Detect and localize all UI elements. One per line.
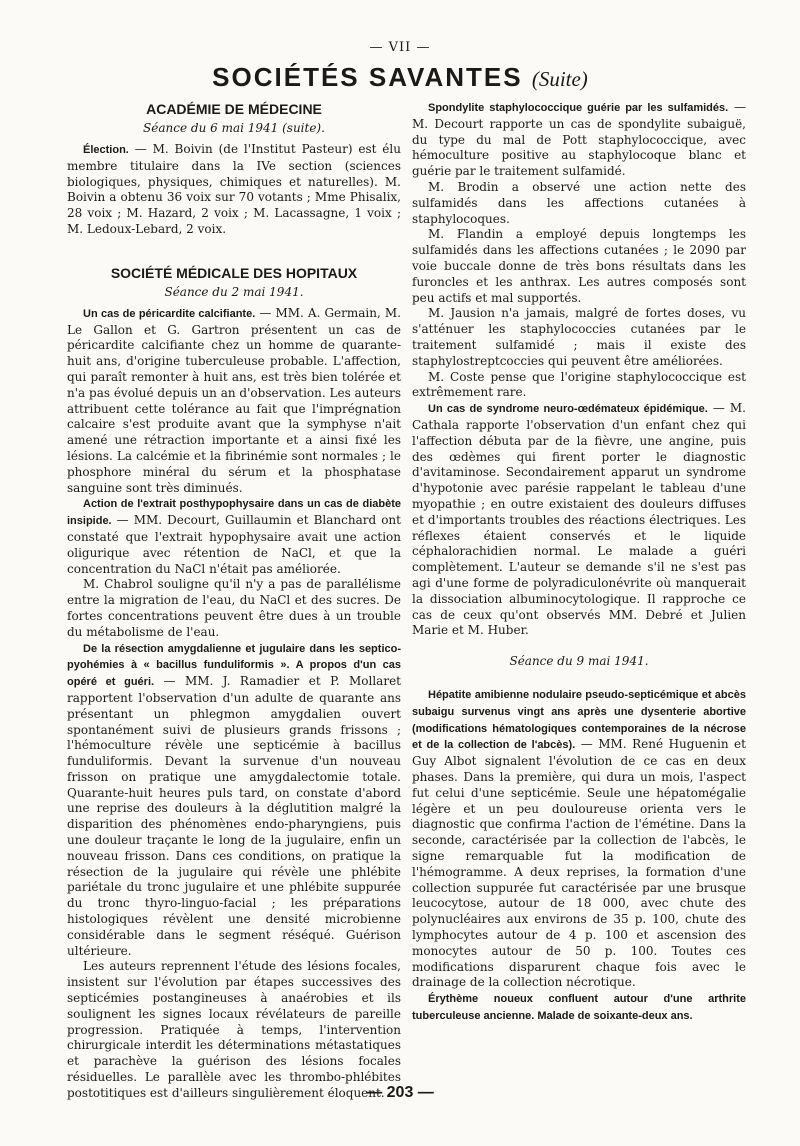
item-neuro-oedemateux-head: Un cas de syndrome neuro-œdémateux épidémique. — [428, 403, 708, 416]
item-hepatite-head: Hépatite amibienne nodulaire pseudo-septicémique et abcès subaigu survenus vingt ans après une dysenterie abortive (modifications hématologiques contemporaines de la nécrose et de la collection de l'abcès). — [412, 689, 746, 752]
right-column — [412, 100, 746, 1025]
item-amygdale — [67, 641, 401, 960]
item-spondylite-jausion: M. Jausion n'a jamais, malgré de fortes doses, vu s'atténuer les staphylococcies cutanées par le traitement sulfamidé ; mais il existe des staphylostreptcoccies qui peuvent être améliorées. — [412, 306, 746, 368]
item-neuro-oedemateux — [412, 401, 746, 639]
item-hypophyse-chabrol: M. Chabrol souligne qu'il n'y a pas de parallélisme entre la migration de l'eau, du NaCl et des sucres. De fortes concentrations peuvent être dues à un trouble du métabolisme de l'eau. — [67, 577, 401, 639]
academie-title: ACADÉMIE DE MÉDECINE — [146, 101, 322, 117]
item-pericardite-text: — MM. A. Germain, M. Le Gallon et G. Gartron présentent un cas de péricardite calcifiante chez un homme de quarante-huit ans, d'origine tuberculeuse probable. L'affection, qui paraît remonter à huit ans, est très bien tolérée et n'a pas évolué depuis un an d'observation. Les auteurs attribuent cette tolérance au fait que l'imprégnation calcaire s'est produite avant que la symphyse n'ait amené une rétraction importante et a ainsi fixé les lésions. La calcémie et la fibrinémie sont normales ; le phosphore minéral du sérum et la phosphatase sanguine sont très diminués. — [67, 305, 401, 495]
page-title — [0, 62, 800, 93]
item-spondylite-text: — M. Decourt rapporte un cas de spondylite subaiguë, du type du mal de Pott staphylococcique, avec hémoculture positive au staphylocoque blanc et guérie par le traitement sulfamidé. — [412, 100, 746, 179]
smh-seance-1: Séance du 2 mai 1941. — [164, 284, 304, 299]
item-pericardite — [67, 306, 401, 497]
item-spondylite-head: Spondylite staphylococcique guérie par les sulfamidés. — [428, 102, 729, 114]
item-spondylite-flandin: M. Flandin a employé depuis longtemps les sulfamidés dans les affections cutanées ; le 2090 par voie buccale donne de très bons résultats dans les furoncles et les anthrax. Les autres composés sont peu actifs et mal supportés. — [412, 227, 746, 305]
item-hepatite — [412, 687, 746, 991]
smh-title: SOCIÉTÉ MÉDICALE DES HOPITAUX — [110, 264, 358, 281]
item-spondylite — [412, 100, 746, 180]
academie-seance: Séance du 6 mai 1941 (suite). — [143, 121, 325, 135]
page-number: — 203 — — [366, 1084, 434, 1101]
title-suite: (Suite) — [531, 67, 588, 91]
item-hypophyse — [67, 496, 401, 577]
left-column — [67, 100, 401, 1102]
item-erytheme — [412, 991, 746, 1025]
title-text: SOCIÉTÉS SAVANTES — [212, 62, 523, 92]
item-amygdale-head: De la résection amygdalienne et jugulaire dans les septico-pyohémies à « bacillus funduliformis ». A propos d'un cas opéré et guéri. — [67, 642, 401, 689]
election-paragraph — [67, 142, 401, 238]
item-amygdale-conclusion: Les auteurs reprennent l'étude des lésions focales, insistent sur l'évolution par étapes successives des septicémies postangineuses à anaérobies et ils soulignent les signes locaux révélateurs de pareille progression. Pratiquée à temps, l'intervention chirurgicale interdit les déterminations métastatiques et parachève la guérison des lésions focales résiduelles. Le parallèle avec les thrombo-phlébites postotitiques est d'ailleurs singulièrement éloquent. — [67, 959, 401, 1100]
election-text: — M. Boivin (de l'Institut Pasteur) est élu membre titulaire dans la IVe section (sciences biologiques, physiques, chimiques et naturelles). M. Boivin a obtenu 36 voix sur 70 votants ; Mme Phisalix, 28 voix ; M. Hazard, 2 voix ; M. Lacassagne, 1 voix ; M. Ledoux-Lebard, 2 voix. — [67, 142, 401, 236]
item-spondylite-coste: M. Coste pense que l'origine staphylococcique est extrêmement rare. — [412, 369, 746, 400]
election-head: Élection. — [83, 144, 129, 156]
folio-roman: — VII — — [369, 40, 431, 55]
item-hypophyse-text: — MM. Decourt, Guillaumin et Blanchard ont constaté que l'extrait hypophysaire avait une action oligurique avec rétention de NaCl, et que la concentration du NaCl n'était pas améliorée. — [67, 513, 401, 576]
item-amygdale-text: — MM. J. Ramadier et P. Mollaret rapportent l'observation d'un adulte de quarante ans présentant un phlegmon amygdalien ouvert spontanément suivi de plusieurs grands frissons ; l'hémoculture révèle une septicémie à bacillus funduliformis. Devant la survenue d'un nouveau frisson on pratique une amygdalectomie totale. Quarante-huit heures puls tard, on constate d'abord une reprise des douleurs à la déglutition malgré la disparition des phénomènes endo-pharyngiens, puis une douleur traçante le long de la jugulaire, enfin un nouveau frisson. Dans ces conditions, on pratique la résection de la jugulaire qui révèle une phlébite pariétale du tronc jugulaire et une phlébite suppurée du tronc thyro-linguo-facial ; les préparations histologiques révèlent une densité microbienne considérable dans le segment réséqué. Guérison ultérieure. — [67, 674, 401, 958]
item-spondylite-brodin: M. Brodin a observé une action nette des sulfamidés dans les affections cutanées à staphylocoques. — [412, 179, 746, 226]
smh-seance-2: Séance du 9 mai 1941. — [509, 654, 649, 669]
item-hypophyse-head: Action de l'extrait posthypophysaire dans un cas de diabète insipide. — [67, 498, 401, 528]
item-hepatite-text: — MM. René Huguenin et Guy Albot signalent l'évolution de ce cas en deux phases. Dans la première, qui dura un mois, l'aspect fut celui d'une septicémie. Seule une hépatomégalie légère et un peu douloureuse orienta vers le diagnostic que confirma l'action de l'émétine. Dans la seconde, caractérisée par la collection de l'abcès, le signe remarquable fut la modification de l'hémogramme. A deux reprises, la formation d'une collection suppurée fut caractérisée par une brusque leucocytose, autour de 18 000, avec chute des polynucléaires aux environs de 35 p. 100, chute des lymphocytes autour de 4 p. 100 et ascension des monocytes autour de 50 p. 100. Toutes ces modifications disparurent chaque fois avec le drainage de la collection nécrotique. — [412, 737, 746, 990]
item-neuro-oedemateux-text: — M. Cathala rapporte l'observation d'un enfant chez qui l'affection débuta par de la fièvre, une angine, puis des œdèmes qui firent porter le diagnostic d'avitaminose. Secondairement apparut un syndrome d'hypotonie avec parésie rappelant le tableau d'une myopathie ; en outre existaient des douleurs diffuses et d'importants troubles des réactions électriques. Les réflexes étaient conservés et le liquide céphalorachidien normal. Le malade a guéri complètement. L'auteur se demande s'il ne s'est pas agi d'une forme de polyradiculonévrite où manquerait la dissociation albuminocytologique. Il rapproche ce cas de ceux qu'ont observés MM. Debré et Julien Marie et M. Huber. — [412, 401, 746, 638]
item-erytheme-head: Érythème noueux confluent autour d'une arthrite tuberculeuse ancienne. Malade de soixante-deux ans. — [412, 993, 746, 1023]
item-pericardite-head: Un cas de péricardite calcifiante. — [83, 307, 256, 320]
